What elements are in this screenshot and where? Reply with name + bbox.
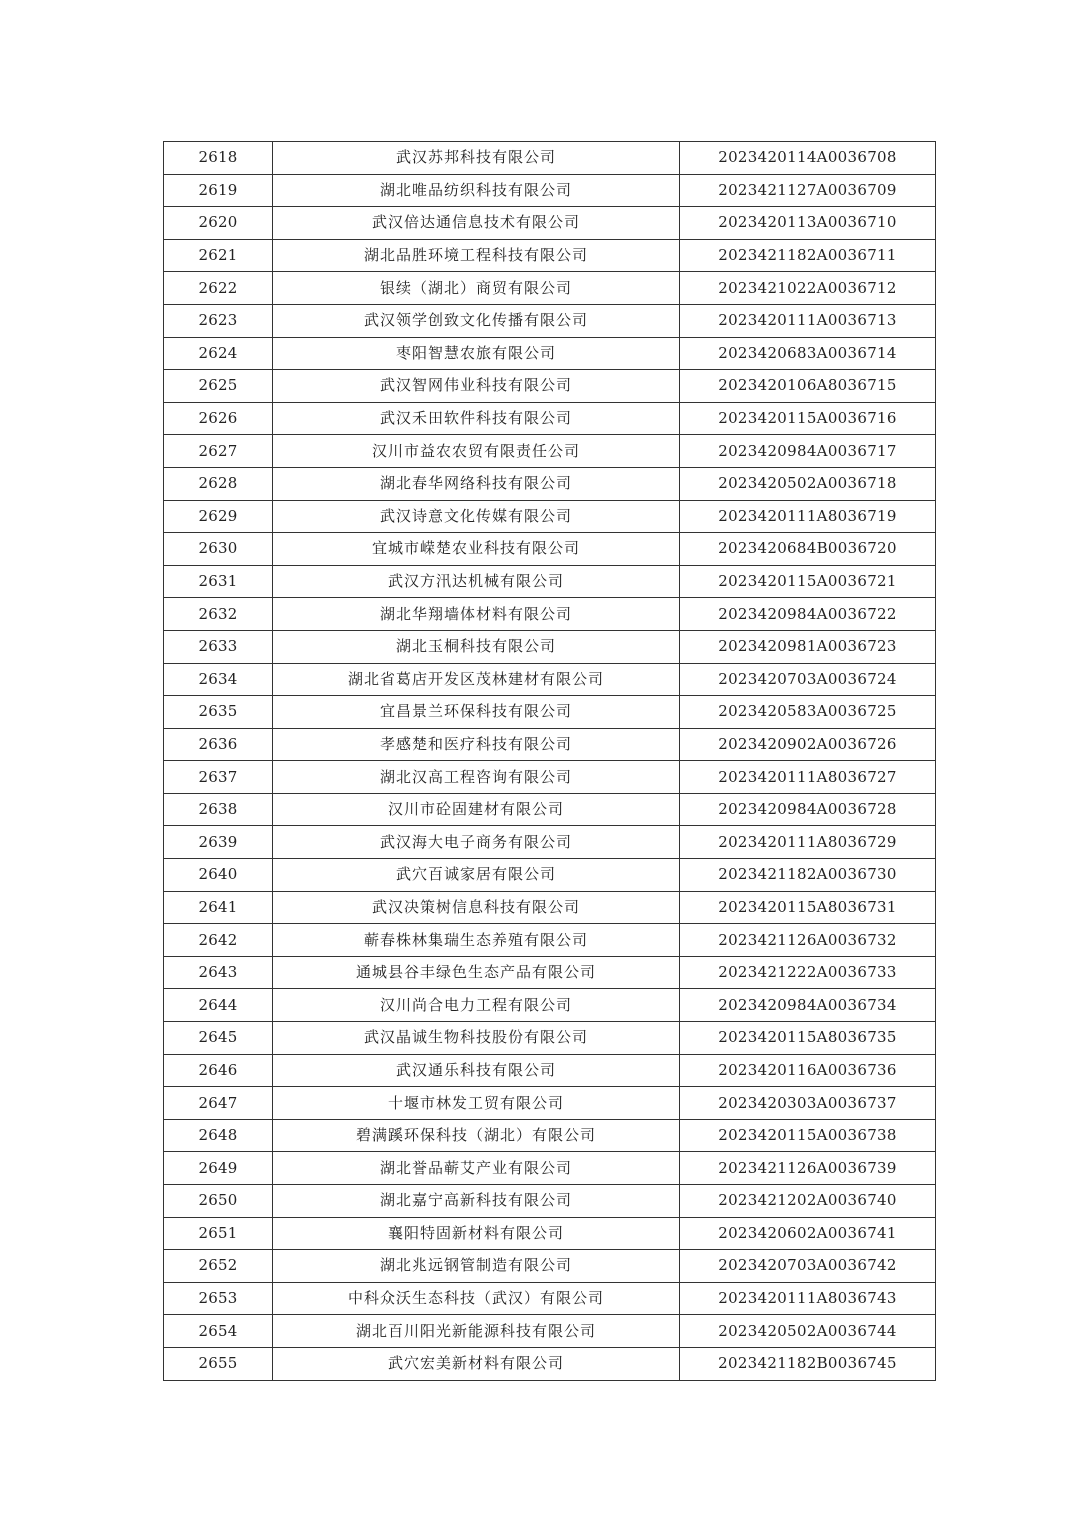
company-name-cell: 湖北省葛店开发区茂林建材有限公司 [273, 663, 680, 696]
registration-code-cell: 2023420106A8036715 [680, 370, 936, 403]
serial-number-cell: 2647 [164, 1087, 273, 1120]
registration-code-cell: 2023420111A0036713 [680, 304, 936, 337]
registration-code-cell: 2023420703A0036742 [680, 1250, 936, 1283]
table-body [164, 142, 936, 1381]
registration-code-cell: 2023421022A0036712 [680, 272, 936, 305]
company-name-cell: 通城县谷丰绿色生态产品有限公司 [273, 956, 680, 989]
table-row [164, 1054, 936, 1087]
registration-code-cell: 2023420115A0036721 [680, 565, 936, 598]
registration-code-cell: 2023420115A8036731 [680, 891, 936, 924]
registration-code-cell: 2023420303A0036737 [680, 1087, 936, 1120]
table-row [164, 500, 936, 533]
registration-code-cell: 2023420683A0036714 [680, 337, 936, 370]
table-row [164, 1217, 936, 1250]
table-row [164, 337, 936, 370]
serial-number-cell: 2645 [164, 1022, 273, 1055]
serial-number-cell: 2635 [164, 696, 273, 729]
registration-code-cell: 2023421182B0036745 [680, 1347, 936, 1380]
serial-number-cell: 2640 [164, 859, 273, 892]
company-name-cell: 湖北誉品蕲艾产业有限公司 [273, 1152, 680, 1185]
registration-code-cell: 2023421222A0036733 [680, 956, 936, 989]
company-name-cell: 武汉诗意文化传媒有限公司 [273, 500, 680, 533]
serial-number-cell: 2630 [164, 533, 273, 566]
serial-number-cell: 2651 [164, 1217, 273, 1250]
registration-code-cell: 2023420115A0036716 [680, 402, 936, 435]
table-row [164, 272, 936, 305]
registration-code-cell: 2023420502A0036718 [680, 467, 936, 500]
company-name-cell: 孝感楚和医疗科技有限公司 [273, 728, 680, 761]
serial-number-cell: 2652 [164, 1250, 273, 1283]
table-row [164, 761, 936, 794]
company-name-cell: 武汉决策树信息科技有限公司 [273, 891, 680, 924]
serial-number-cell: 2639 [164, 826, 273, 859]
table-row [164, 793, 936, 826]
registration-code-cell: 2023420703A0036724 [680, 663, 936, 696]
serial-number-cell: 2628 [164, 467, 273, 500]
serial-number-cell: 2624 [164, 337, 273, 370]
registration-code-cell: 2023420981A0036723 [680, 630, 936, 663]
serial-number-cell: 2650 [164, 1185, 273, 1218]
registration-code-cell: 2023421182A0036730 [680, 859, 936, 892]
table-row [164, 826, 936, 859]
table-row [164, 1185, 936, 1218]
company-name-cell: 湖北百川阳光新能源科技有限公司 [273, 1315, 680, 1348]
serial-number-cell: 2623 [164, 304, 273, 337]
company-name-cell: 湖北品胜环境工程科技有限公司 [273, 239, 680, 272]
company-name-cell: 宜城市嵘楚农业科技有限公司 [273, 533, 680, 566]
table-row [164, 565, 936, 598]
serial-number-cell: 2625 [164, 370, 273, 403]
table-row [164, 956, 936, 989]
registration-code-cell: 2023420902A0036726 [680, 728, 936, 761]
company-name-cell: 汉川市砼固建材有限公司 [273, 793, 680, 826]
table-row [164, 1315, 936, 1348]
serial-number-cell: 2626 [164, 402, 273, 435]
serial-number-cell: 2637 [164, 761, 273, 794]
table-row [164, 142, 936, 175]
company-name-cell: 十堰市林发工贸有限公司 [273, 1087, 680, 1120]
table-row [164, 435, 936, 468]
registration-code-cell: 2023420984A0036728 [680, 793, 936, 826]
table-row [164, 239, 936, 272]
serial-number-cell: 2642 [164, 924, 273, 957]
table-row [164, 989, 936, 1022]
serial-number-cell: 2638 [164, 793, 273, 826]
company-name-cell: 武汉倍达通信息技术有限公司 [273, 207, 680, 240]
company-name-cell: 武汉晶诚生物科技股份有限公司 [273, 1022, 680, 1055]
company-name-cell: 宜昌景兰环保科技有限公司 [273, 696, 680, 729]
registration-code-cell: 2023420111A8036719 [680, 500, 936, 533]
registration-code-cell: 2023421182A0036711 [680, 239, 936, 272]
company-name-cell: 武汉方汛达机械有限公司 [273, 565, 680, 598]
table-row [164, 207, 936, 240]
table-row [164, 467, 936, 500]
serial-number-cell: 2621 [164, 239, 273, 272]
company-name-cell: 碧满蹊环保科技（湖北）有限公司 [273, 1119, 680, 1152]
table-row [164, 891, 936, 924]
serial-number-cell: 2654 [164, 1315, 273, 1348]
registration-code-cell: 2023420116A0036736 [680, 1054, 936, 1087]
registration-code-cell: 2023420111A8036729 [680, 826, 936, 859]
serial-number-cell: 2655 [164, 1347, 273, 1380]
serial-number-cell: 2627 [164, 435, 273, 468]
serial-number-cell: 2649 [164, 1152, 273, 1185]
company-name-cell: 枣阳智慧农旅有限公司 [273, 337, 680, 370]
table-row [164, 1022, 936, 1055]
company-name-cell: 武汉领学创致文化传播有限公司 [273, 304, 680, 337]
company-name-cell: 汉川市益农农贸有限责任公司 [273, 435, 680, 468]
company-name-cell: 湖北汉高工程咨询有限公司 [273, 761, 680, 794]
table-row [164, 1119, 936, 1152]
table-row [164, 630, 936, 663]
registration-code-cell: 2023421126A0036739 [680, 1152, 936, 1185]
serial-number-cell: 2633 [164, 630, 273, 663]
company-name-cell: 湖北玉桐科技有限公司 [273, 630, 680, 663]
registration-code-cell: 2023421127A0036709 [680, 174, 936, 207]
table-row [164, 696, 936, 729]
serial-number-cell: 2646 [164, 1054, 273, 1087]
table-row [164, 728, 936, 761]
company-name-cell: 汉川尚合电力工程有限公司 [273, 989, 680, 1022]
document-page [163, 141, 935, 1381]
company-name-cell: 湖北嘉宁高新科技有限公司 [273, 1185, 680, 1218]
registration-code-cell: 2023420114A0036708 [680, 142, 936, 175]
serial-number-cell: 2648 [164, 1119, 273, 1152]
serial-number-cell: 2631 [164, 565, 273, 598]
company-name-cell: 湖北兆远钢管制造有限公司 [273, 1250, 680, 1283]
serial-number-cell: 2622 [164, 272, 273, 305]
serial-number-cell: 2632 [164, 598, 273, 631]
registration-code-cell: 2023420111A8036727 [680, 761, 936, 794]
company-name-cell: 湖北华翔墙体材料有限公司 [273, 598, 680, 631]
company-name-cell: 蕲春株林集瑞生态养殖有限公司 [273, 924, 680, 957]
company-name-cell: 武汉苏邦科技有限公司 [273, 142, 680, 175]
table-row [164, 1347, 936, 1380]
serial-number-cell: 2618 [164, 142, 273, 175]
company-name-cell: 武汉智网伟业科技有限公司 [273, 370, 680, 403]
table-row [164, 174, 936, 207]
company-name-cell: 武汉禾田软件科技有限公司 [273, 402, 680, 435]
company-name-cell: 襄阳特固新材料有限公司 [273, 1217, 680, 1250]
serial-number-cell: 2634 [164, 663, 273, 696]
table-row [164, 1282, 936, 1315]
registration-code-cell: 2023420984A0036734 [680, 989, 936, 1022]
registration-code-cell: 2023420684B0036720 [680, 533, 936, 566]
table-row [164, 663, 936, 696]
company-name-cell: 武汉海大电子商务有限公司 [273, 826, 680, 859]
registration-code-cell: 2023421126A0036732 [680, 924, 936, 957]
serial-number-cell: 2641 [164, 891, 273, 924]
registration-code-cell: 2023420111A8036743 [680, 1282, 936, 1315]
registration-code-cell: 2023420984A0036722 [680, 598, 936, 631]
table-row [164, 1152, 936, 1185]
registration-code-cell: 2023420583A0036725 [680, 696, 936, 729]
registration-code-cell: 2023420113A0036710 [680, 207, 936, 240]
registration-code-cell: 2023420115A0036738 [680, 1119, 936, 1152]
table-row [164, 1250, 936, 1283]
table-row [164, 1087, 936, 1120]
serial-number-cell: 2644 [164, 989, 273, 1022]
serial-number-cell: 2653 [164, 1282, 273, 1315]
serial-number-cell: 2620 [164, 207, 273, 240]
table-row [164, 598, 936, 631]
registration-code-cell: 2023421202A0036740 [680, 1185, 936, 1218]
company-name-cell: 银续（湖北）商贸有限公司 [273, 272, 680, 305]
serial-number-cell: 2643 [164, 956, 273, 989]
table-row [164, 370, 936, 403]
table-row [164, 924, 936, 957]
table-row [164, 402, 936, 435]
registration-code-cell: 2023420115A8036735 [680, 1022, 936, 1055]
company-name-cell: 武穴宏美新材料有限公司 [273, 1347, 680, 1380]
registration-code-cell: 2023420602A0036741 [680, 1217, 936, 1250]
table-row [164, 859, 936, 892]
serial-number-cell: 2636 [164, 728, 273, 761]
table-row [164, 304, 936, 337]
company-registry-table [163, 141, 936, 1381]
registration-code-cell: 2023420502A0036744 [680, 1315, 936, 1348]
company-name-cell: 武汉通乐科技有限公司 [273, 1054, 680, 1087]
serial-number-cell: 2629 [164, 500, 273, 533]
company-name-cell: 湖北春华网络科技有限公司 [273, 467, 680, 500]
serial-number-cell: 2619 [164, 174, 273, 207]
company-name-cell: 武穴百诚家居有限公司 [273, 859, 680, 892]
registration-code-cell: 2023420984A0036717 [680, 435, 936, 468]
company-name-cell: 湖北唯品纺织科技有限公司 [273, 174, 680, 207]
company-name-cell: 中科众沃生态科技（武汉）有限公司 [273, 1282, 680, 1315]
table-row [164, 533, 936, 566]
